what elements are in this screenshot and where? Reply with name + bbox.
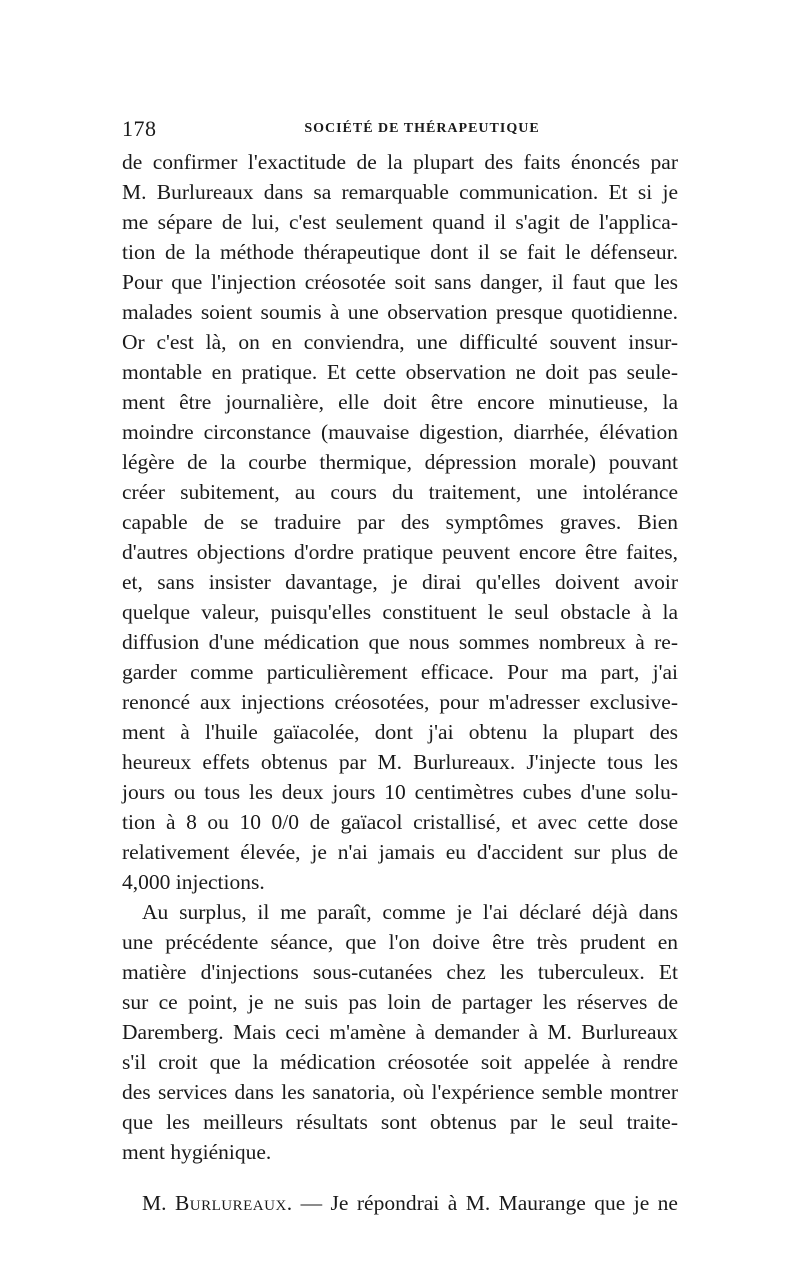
text-line: des services dans les sanatoria, où l'expérience semble montrer [122,1080,678,1104]
text-line: créer subitement, au cours du traitement, une intolérance [122,480,678,504]
running-head: SOCIÉTÉ DE THÉRAPEUTIQUE [304,121,540,136]
text-line: diffusion d'une médication que nous sommes nombreux à re- [122,630,678,654]
text-line: montable en pratique. Et cette observation ne doit pas seule- [122,360,678,384]
text-line: capable de se traduire par des symptômes graves. Bien [122,510,678,534]
text-line: quelque valeur, puisqu'elles constituent le seul obstacle à la [122,600,678,624]
speaker-prefix: M. [142,1191,175,1215]
speaker-text: . — Je répondrai à M. Maurange que je ne [286,1191,678,1215]
text-line: Au surplus, il me paraît, comme je l'ai déclaré déjà dans [142,900,678,924]
text-line: ment à l'huile gaïacolée, dont j'ai obtenu la plupart des [122,720,678,744]
text-line: et, sans insister davantage, je dirai qu'elles doivent avoir [122,570,678,594]
text-line: ment hygiénique. [122,1140,272,1164]
text-line: une précédente séance, que l'on doive être très prudent en [122,930,678,954]
text-line: garder comme particulièrement efficace. Pour ma part, j'ai [122,660,678,684]
text-line: moindre circonstance (mauvaise digestion, diarrhée, élévation [122,420,678,444]
text-line: que les meilleurs résultats sont obtenus par le seul traite- [122,1110,678,1134]
text-line: tion à 8 ou 10 0/0 de gaïacol cristallisé, et avec cette dose [122,810,678,834]
text-line: tion de la méthode thérapeutique dont il se fait le défenseur. [122,240,678,264]
text-line: jours ou tous les deux jours 10 centimètres cubes d'une solu- [122,780,678,804]
text-line: matière d'injections sous-cutanées chez les tuberculeux. Et [122,960,678,984]
text-line: légère de la courbe thermique, dépression morale) pouvant [122,450,678,474]
text-line: Daremberg. Mais ceci m'amène à demander à M. Burlureaux [122,1020,678,1044]
page-header [122,116,682,146]
text-line: Or c'est là, on en conviendra, une difficulté souvent insur- [122,330,678,354]
text-line: Pour que l'injection créosotée soit sans danger, il faut que les [122,270,678,294]
speaker-name: Burlureaux [174,1191,287,1215]
text-line: 4,000 injections. [122,870,265,894]
text-line: d'autres objections d'ordre pratique peuvent encore être faites, [122,540,678,564]
text-line: M. Burlureaux dans sa remarquable communication. Et si je [122,180,678,204]
text-line: de confirmer l'exactitude de la plupart des faits énoncés par [122,150,678,174]
text-line: ment être journalière, elle doit être encore minutieuse, la [122,390,678,414]
text-line: sur ce point, je ne suis pas loin de partager les réserves de [122,990,678,1014]
text-line: relativement élevée, je n'ai jamais eu d'accident sur plus de [122,840,678,864]
text-line: renoncé aux injections créosotées, pour m'adresser exclusive- [122,690,678,714]
text-line: heureux effets obtenus par M. Burlureaux. J'injecte tous les [122,750,678,774]
speaker-line [142,1188,678,1218]
text-line: malades soient soumis à une observation presque quotidienne. [122,300,678,324]
text-line: s'il croit que la médication créosotée soit appelée à rendre [122,1050,678,1074]
page-number: 178 [122,116,157,141]
text-line: me sépare de lui, c'est seulement quand il s'agit de l'applica- [122,210,678,234]
